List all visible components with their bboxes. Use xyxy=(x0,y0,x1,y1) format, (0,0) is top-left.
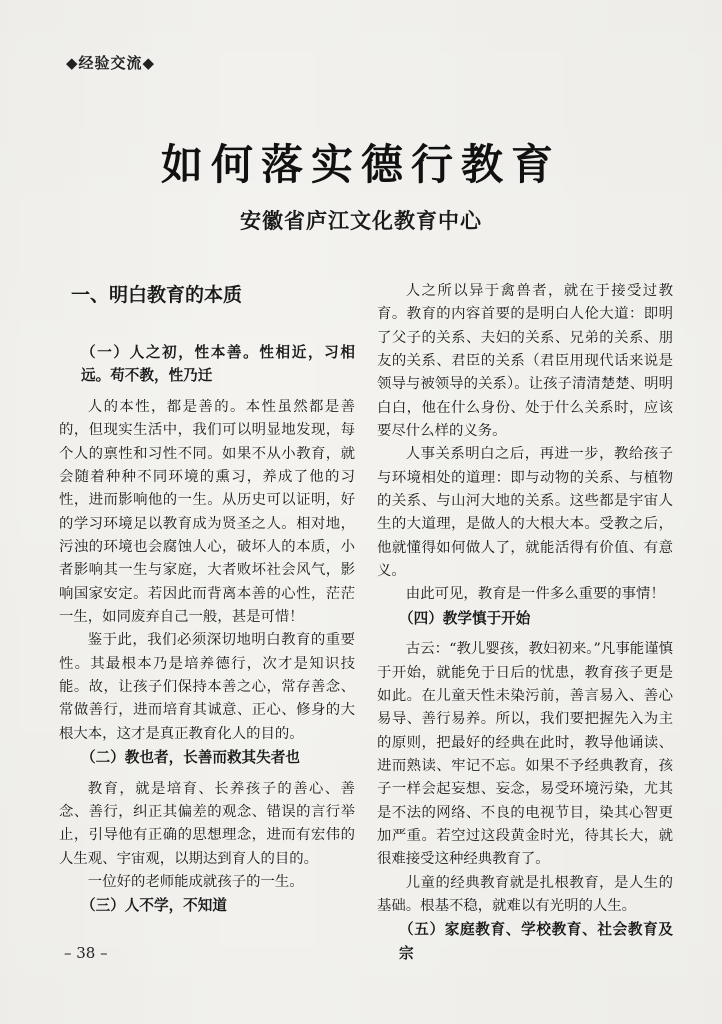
subsection-heading: （三）人不学，不知道 xyxy=(81,897,227,915)
section-tag: ◆经验交流◆ xyxy=(66,54,156,72)
article-title: 如何落实德行教育 xyxy=(160,140,561,189)
paragraph: 教育，就是培育、长养孩子的善心、善念、善行，纠正其偏差的观念、错误的言行举止，引导他有正确的思想理念，进而有宏伟的人生观、宇宙观，以期达到育人的目的。 xyxy=(59,780,355,867)
paragraph: 儿童的经典教育就是扎根教育，是人生的基础。根基不稳，就难以有光明的人生。 xyxy=(377,874,673,914)
subsection-heading: （四）教学慎于开始 xyxy=(399,609,531,627)
paragraph: 一位好的老师能成就孩子的一生。 xyxy=(87,873,304,890)
paragraph: 人之所以异于禽兽者，就在于接受过教育。教育的内容首要的是明白人伦大道：即明了父子的关系、夫妇的关系、兄弟的关系、朋友的关系、君臣的关系（君臣用现代话来说是领导与被领导的关系）。让孩子清清楚楚、明明白白，他在什么身份、处于什么关系时，应该要尽什么样的义务。 xyxy=(377,283,673,439)
page-number: – 38 – xyxy=(64,944,108,962)
subsection-heading: （一）人之初，性本善。性相近，习相远。苟不教，性乃迁 xyxy=(81,343,355,385)
paragraph: 人的本性，都是善的。本性虽然都是善的，但现实生活中，我们可以明显地发现，每个人的禀性和习性不同。如果不从小教育，就会随着种种不同环境的熏习，养成了他的习性，进而影响他的一生。从历史可以证明，好的学习环境足以教育成为贤圣之人。相对地，污浊的环境也会腐蚀人心，破坏人的本质，小者影响其一生与家庭，大者败坏社会风气，影响国家安定。若因此而背离本善的心性，茫茫一生，如同废弃自己一般，甚是可惜！ xyxy=(59,399,355,625)
right-column xyxy=(377,280,673,973)
subsection-heading: （二）教也者，长善而救其失者也 xyxy=(81,748,300,766)
paragraph: 鉴于此，我们必须深切地明白教育的重要性。其最根本乃是培养德行，次才是知识技能。故，让孩子们保持本善之心，常存善念、常做善行，进而培育其诚意、正心、修身的大根大本，这才是真正教育化人的目的。 xyxy=(59,632,355,742)
paragraph: 古云：“教儿婴孩，教妇初来。”凡事能谨慎于开始，就能免于日后的忧患，教育孩子更是如此。在儿童天性未染污前，善言易入、善心易导、善行易养。所以，我们要把握先入为主的原则，把最好的经典在此时，教导他诵读、进而熟读、牢记不忘。如果不予经典教育，孩子一样会起妄想、妄念，易受环境污染，尤其是不法的网络、不良的电视节目，染其心智更加严重。若空过这段黄金时光，待其长大，就很难接受这种经典教育了。 xyxy=(377,641,673,868)
article-subtitle: 安徽省庐江文化教育中心 xyxy=(240,209,482,233)
subsection-heading: （五）家庭教育、学校教育、社会教育及宗 xyxy=(399,921,673,962)
section-heading: 一、明白教育的本质 xyxy=(71,284,243,306)
paragraph: 人事关系明白之后，再进一步，教给孩子与环境相处的道理：即与动物的关系、与植物的关系、与山河大地的关系。这些都是宇宙人生的大道理，是做人的大根大本。受教之后，他就懂得如何做人了，就能活得有价值、有意义。 xyxy=(377,446,673,579)
left-column xyxy=(59,280,355,926)
paragraph: 由此可见，教育是一件多么重要的事情！ xyxy=(405,586,665,603)
